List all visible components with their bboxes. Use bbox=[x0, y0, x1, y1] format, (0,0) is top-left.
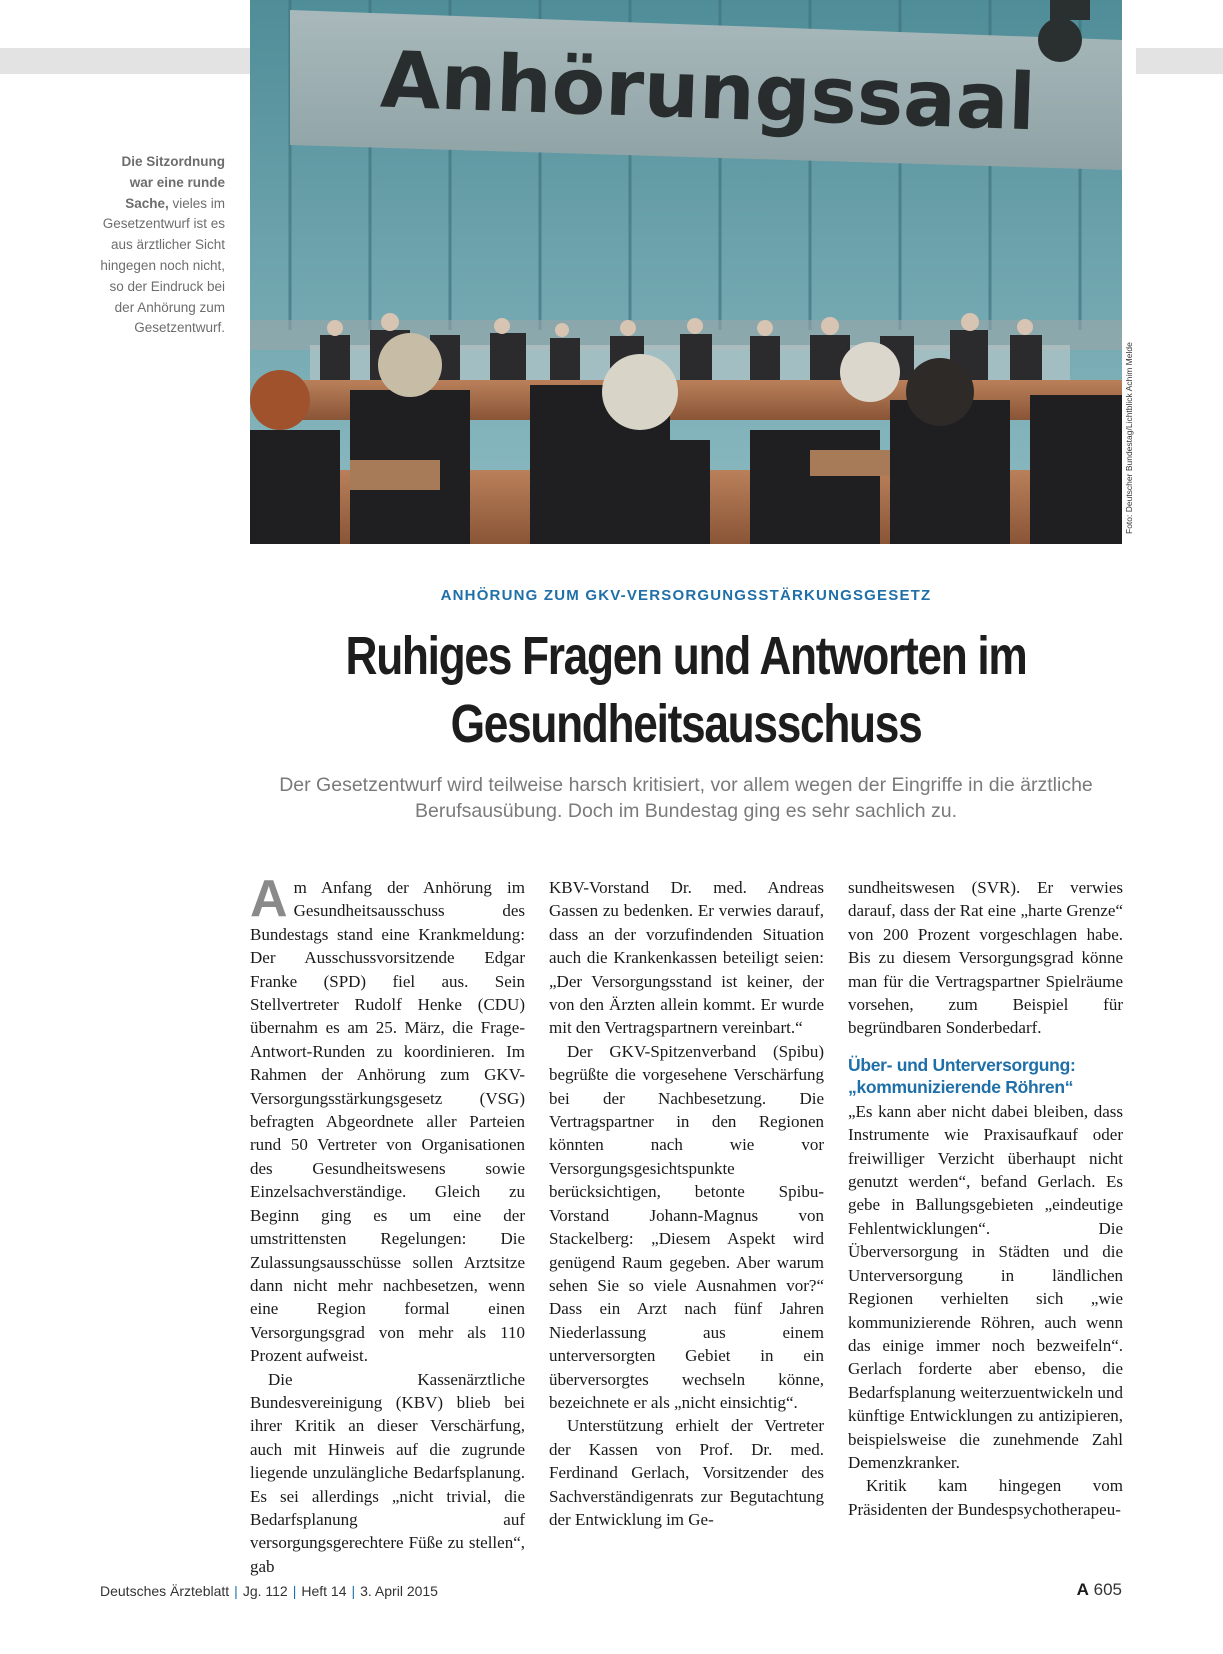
issue-date: 3. April 2015 bbox=[360, 1583, 438, 1599]
headline-line-1: Ruhiges Fragen und Antworten im bbox=[345, 626, 1027, 686]
footer-separator: | bbox=[292, 1583, 297, 1599]
photo-caption bbox=[100, 152, 225, 339]
article-kicker: ANHÖRUNG ZUM GKV-VERSORGUNGSSTÄRKUNGSGESETZ bbox=[440, 587, 932, 604]
subheading: Über- und Unterversorgung: „kommunizierende Röhren“ bbox=[848, 1054, 1076, 1097]
text-column-1 bbox=[250, 870, 525, 1578]
text-column-2 bbox=[549, 876, 824, 1531]
footer-separator: | bbox=[234, 1583, 238, 1599]
footer-separator: | bbox=[351, 1583, 356, 1599]
page-prefix: A bbox=[1076, 1580, 1089, 1599]
article-lead: Der Gesetzentwurf wird teilweise harsch kritisiert, vor allem wegen der Eingriffe in die ärztliche Berufsausübung. Doch im Bundestag ging es sehr sachlich zu. bbox=[279, 774, 1093, 822]
paragraph: Unterstützung erhielt der Vertreter der Kassen von Prof. Dr. med. Ferdinand Gerlach, Vorsitzender des Sachverständigenrats zur Begutachtung der Entwicklung im Ge- bbox=[549, 1416, 824, 1529]
article-headline bbox=[328, 622, 1043, 758]
caption-bold: Die Sitzordnung war eine runde Sache, bbox=[121, 154, 225, 211]
sign-text: Anhörungssaal bbox=[378, 35, 1037, 149]
drop-cap: A bbox=[250, 870, 288, 928]
caption-text: vieles im Gesetzentwurf ist es aus ärztlicher Sicht hingegen noch nicht, so der Eindruck bei der Anhörung zum Gesetzentwurf. bbox=[100, 195, 225, 336]
paragraph bbox=[250, 870, 525, 1368]
journal-issue: Heft 14 bbox=[301, 1583, 347, 1599]
journal-volume: Jg. 112 bbox=[242, 1583, 288, 1599]
paragraph: KBV-Vorstand Dr. med. Andreas Gassen zu bedenken. Er verwies darauf, dass an der vorzufindenden Situation auch die Krankenkassen beteiligt seien: „Der Versorgungsstand ist keiner, der von den Ärzten allein kommt. Er wurde mit den Vertragspartnern vereinbart.“ bbox=[549, 878, 824, 1038]
paragraph: Der GKV-Spitzenverband (Spibu) begrüßte die vorgesehene Verschärfung bei der Nachbesetzung. Die Vertragspartner in den Regionen könnten nach wie vor Versorgungsgesichtspunkte berücksichtigen, betonte Spibu-Vorstand Johann-Magnus von Stackelberg: „Diesem Aspekt wird genügend Raum gegeben. Aber warum sehen Sie so viele Ausnahmen vor?“ Dass ein Arzt nach fünf Jahren Niederlassung aus einem unterversorgten Gebiet in ein überversorgtes wechseln könne, bezeichnete er als „nicht einsichtig“. bbox=[549, 1041, 824, 1412]
paragraph: sundheitswesen (SVR). Er verwies darauf, dass der Rat eine „harte Grenze“ von 200 Prozent vorgeschlagen habe. Bis zu diesem Versorgungsgrad könne man für die Vertragspartner Spielräume vorsehen, zum Beispiel für begründbaren Sonderbedarf. bbox=[848, 878, 1123, 1038]
hearing-room-photo bbox=[250, 0, 1122, 544]
page-number-value: 605 bbox=[1093, 1580, 1122, 1599]
page-footer bbox=[100, 1583, 438, 1599]
page-number bbox=[1077, 1580, 1122, 1600]
text-column-3 bbox=[848, 876, 1123, 1521]
paragraph-text: m Anfang der Anhörung im Gesundheitsausschuss des Bundestags stand eine Krankmeldung: Der Ausschussvorsitzende Edgar Franke (SPD) fiel aus. Sein Stellvertreter Rudolf Henke (CDU) übernahm es am 25. März, die Frage-Antwort-Runden zu koordinieren. Im Rahmen der Anhörung zum GKV-Versorgungsstärkungsgesetz (VSG) befragten Abgeordnete aller Parteien rund 50 Vertreter von Organisationen des Gesundheitswesens sowie Einzelsachverständige. Gleich zu Beginn ging es um eine der umstrittensten Regelungen: Die Zulassungsausschüsse sollen Arztsitze dann nicht mehr nachbesetzen, wenn eine Region formal einen Versorgungsgrad von mehr als 110 Prozent aufweist. bbox=[250, 878, 525, 1366]
headline-line-2: Gesundheitsausschuss bbox=[450, 694, 922, 754]
photo-illustration bbox=[250, 0, 1122, 544]
paragraph: Kritik kam hingegen vom Präsidenten der Bundespsychotherapeu- bbox=[848, 1476, 1123, 1519]
photo-credit bbox=[1122, 0, 1136, 544]
photo-credit-text: Foto: Deutscher Bundestag/Lichtblick Achim Melde bbox=[1124, 342, 1134, 534]
paragraph: „Es kann aber nicht dabei bleiben, dass Instrumente wie Praxisaufkauf oder freiwilliger Verzicht überhaupt nicht genutzt werden“, befand Gerlach. Es gebe in Ballungsgebieten „eindeutige Fehlentwicklungen“. Die Überversorgung in Städten und die Unterversorgung in ländlichen Regionen verhielten sich „wie kommunizierende Röhren, auch wenn das einige immer noch bezweifeln“. Gerlach forderte aber ebenso, die Bedarfsplanung weiterzuentwickeln und künftige Entwicklungen zu antizipieren, beispielsweise die zunehmende Zahl Demenzkranker. bbox=[848, 1101, 1123, 1472]
journal-name: Deutsches Ärzteblatt bbox=[100, 1583, 230, 1599]
paragraph: Die Kassenärztliche Bundesvereinigung (KBV) blieb bei ihrer Kritik an dieser Verschärfung, auch mit Hinweis auf die zugrunde liegende unzulängliche Bedarfsplanung. Es sei allerdings „nicht trivial, die Bedarfsplanung auf versorgungsgerechtere Füße zu stellen“, gab bbox=[250, 1369, 525, 1576]
